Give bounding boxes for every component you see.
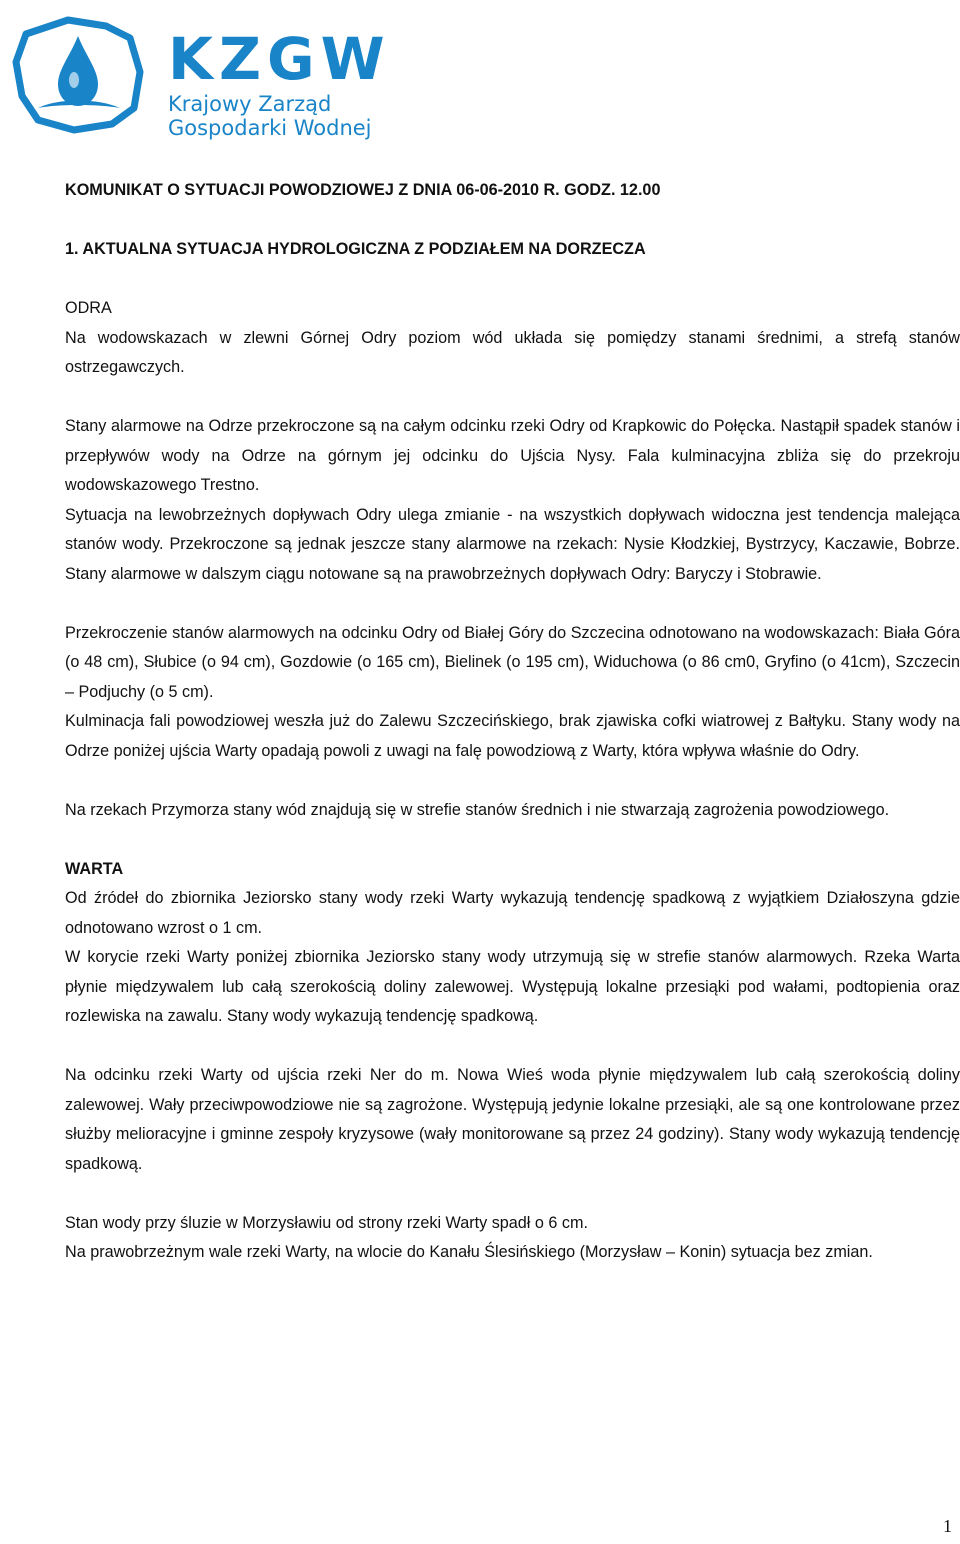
odra-paragraph-4: Przekroczenie stanów alarmowych na odcinku Odry od Białej Góry do Szczecina odnotowano na wodowskazach: Biała Góra (o 48 cm), Słubice (o 94 cm), Gozdowie (o 165 cm), Bielinek (o 195 cm), Widuchowa (o 86 cm0, Gryfino (o 41cm), Szczecin – Podjuchy (o 5 cm). bbox=[65, 623, 960, 701]
section-heading: 1. AKTUALNA SYTUACJA HYDROLOGICZNA Z PODZIAŁEM NA DORZECZA bbox=[65, 240, 646, 258]
warta-paragraph-1: Od źródeł do zbiornika Jeziorsko stany wody rzeki Warty wykazują tendencję spadkową z wyjątkiem Działoszyna gdzie odnotowano wzrost o 1 cm. bbox=[65, 889, 960, 937]
logo-line-1: Krajowy Zarząd bbox=[168, 92, 332, 116]
warta-paragraph-4b: Na prawobrzeżnym wale rzeki Warty, na wlocie do Kanału Ślesińskiego (Morzysław – Konin) sytuacja bez zmian. bbox=[65, 1243, 873, 1261]
odra-paragraph-3: Sytuacja na lewobrzeżnych dopływach Odry ulega zmianie - na wszystkich dopływach widoczna jest tendencja malejąca stanów wody. Przekroczone są jednak jeszcze stany alarmowe na rzekach: Nysie Kłodzkiej, Bystrzycy, Kaczawie, Bobrze. Stany alarmowe w dalszym ciągu notowane są na prawobrzeżnych dopływach Odry: Baryczy i Stobrawie. bbox=[65, 505, 960, 583]
warta-paragraph-3: Na odcinku rzeki Warty od ujścia rzeki Ner do m. Nowa Wieś woda płynie międzywalem lub całą szerokością doliny zalewowej. Wały przeciwpowodziowe nie są zagrożone. Występują jedynie lokalne przesiąki, ale są one kontrolowane przez służby melioracyjne i gminne zespoły kryzysowe (wały monitorowane są przez 24 godziny). Stany wody wykazują tendencję spadkową. bbox=[65, 1066, 960, 1173]
warta-paragraph-4a: Stan wody przy śluzie w Morzysławiu od strony rzeki Warty spadł o 6 cm. bbox=[65, 1213, 588, 1232]
odra-paragraph-5: Kulminacja fali powodziowej weszła już do Zalewu Szczecińskiego, brak zjawiska cofki wiatrowej z Bałtyku. Stany wody na Odrze poniżej ujścia Warty opadają powoli z uwagi na falę powodziową z Warty, która wpływa właśnie do Odry. bbox=[65, 712, 960, 760]
kzgw-logo bbox=[8, 12, 391, 142]
document-title: KOMUNIKAT O SYTUACJI POWODZIOWEJ Z DNIA 06-06-2010 R. GODZ. 12.00 bbox=[65, 181, 661, 199]
odra-paragraph-2: Stany alarmowe na Odrze przekroczone są na całym odcinku rzeki Odry od Krapkowic do Połęcka. Nastąpił spadek stanów i przepływów wody na Odrze na górnym jej odcinku do Ujścia Nysy. Fala kulminacyjna zbliża się do przekroju wodowskazowego Trestno. bbox=[65, 417, 960, 494]
warta-heading: WARTA bbox=[65, 859, 124, 878]
document-body bbox=[65, 176, 960, 1268]
odra-paragraph-6: Na rzekach Przymorza stany wód znajdują się w strefie stanów średnich i nie stwarzają zagrożenia powodziowego. bbox=[65, 800, 890, 819]
logo-acronym: KZGW bbox=[168, 25, 391, 93]
logo-line-2: Gospodarki Wodnej bbox=[168, 116, 372, 140]
odra-paragraph-1: Na wodowskazach w zlewni Górnej Odry poziom wód układa się pomiędzy stanami średnimi, a strefą stanów ostrzegawczych. bbox=[65, 328, 960, 376]
poland-map-water-drop-icon bbox=[8, 12, 158, 142]
odra-heading: ODRA bbox=[65, 299, 112, 317]
warta-paragraph-2: W korycie rzeki Warty poniżej zbiornika Jeziorsko stany wody utrzymują się w strefie stanów alarmowych. Rzeka Warta płynie międzywalem lub całą szerokością doliny zalewowej. Występują lokalne przesiąki pod wałami, podtopienia oraz rozlewiska na zawalu. Stany wody wykazują tendencję spadkową. bbox=[65, 948, 960, 1025]
page-number: 1 bbox=[943, 1516, 952, 1536]
